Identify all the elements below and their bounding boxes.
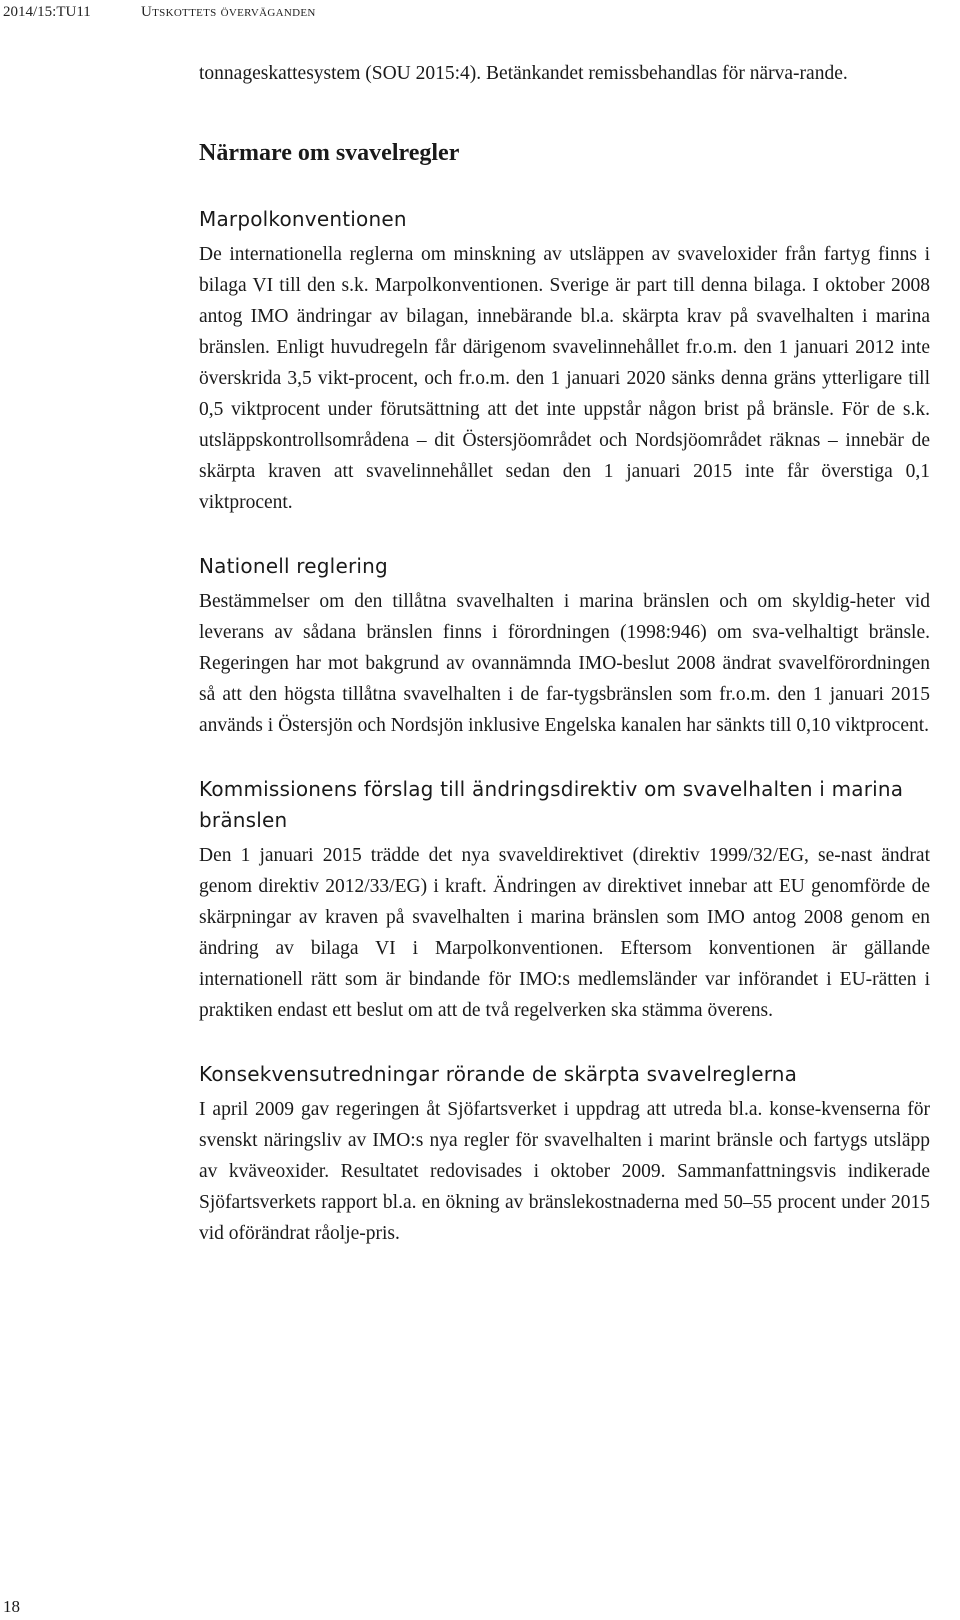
paragraph-kommissionens-forslag: Den 1 januari 2015 trädde det nya svaveldirektivet (direktiv 1999/32/EG, se-nast ändrat genom direktiv 2012/33/EG) i kraft. Ändringen av direktivet innebar att EU genomförde de skärpningar av kraven på svavelhalten i marina bränslen som IMO antog 2008 genom en ändring av bilaga VI i Marpolkonventionen. Eftersom konventionen är gällande internationell rätt som är bindande för IMO:s medlemsländer var införandet i EU-rätten i praktiken endast ett beslut om att de två regelverken ska stämma överens. xyxy=(199,845,930,1021)
heading-marpolkonventionen: Marpolkonventionen xyxy=(199,207,407,231)
heading-kommissionens-forslag: Kommissionens förslag till ändringsdirektiv om svavelhalten i marina bränslen xyxy=(199,777,904,832)
page-number: 18 xyxy=(3,1597,20,1616)
section-title: Närmare om svavelregler xyxy=(199,140,460,166)
intro-paragraph: tonnageskattesystem (SOU 2015:4). Betänkandet remissbehandlas för närva-rande. xyxy=(199,63,848,84)
page-content xyxy=(199,58,930,1249)
running-header xyxy=(0,0,960,20)
header-title: Utskottets överväganden xyxy=(141,4,316,20)
heading-konsekvensutredningar: Konsekvensutredningar rörande de skärpta svavelreglerna xyxy=(199,1062,798,1086)
document-code: 2014/15:TU11 xyxy=(3,4,91,20)
paragraph-marpolkonventionen: De internationella reglerna om minskning av utsläppen av svaveloxider från fartyg finns i bilaga VI till den s.k. Marpolkonventionen. Sverige är part till denna bilaga. I oktober 2008 antog IMO ändringar av bilagan, innebärande bl.a. skärpta krav på svavelhalten i marina bränslen. Enligt huvudregeln får därigenom svavelinnehållet fr.o.m. den 1 januari 2012 inte överskrida 3,5 vikt-procent, och fr.o.m. den 1 januari 2020 sänks denna gräns ytterligare till 0,5 viktprocent under förutsättning att det inte uppstår någon brist på bränsle. För de s.k. utsläppskontrollsområdena – dit Östersjöområdet och Nordsjöområdet räknas – innebär de skärpta kraven att svavelinnehållet sedan den 1 januari 2015 inte får överstiga 0,1 viktprocent. xyxy=(199,244,930,513)
paragraph-konsekvensutredningar: I april 2009 gav regeringen åt Sjöfartsverket i uppdrag att utreda bl.a. konse-kvenserna för svenskt näringsliv av IMO:s nya regler för svavelhalten i marint bränsle och fartygs utsläpp av kväveoxider. Resultatet redovisades i oktober 2009. Sammanfattningsvis indikerade Sjöfartsverkets rapport bl.a. en ökning av bränslekostnaderna med 50–55 procent under 2015 vid oförändrat råolje-pris. xyxy=(199,1099,930,1244)
heading-nationell-reglering: Nationell reglering xyxy=(199,554,388,578)
paragraph-nationell-reglering: Bestämmelser om den tillåtna svavelhalten i marina bränslen och om skyldig-heter vid leverans av sådana bränslen finns i förordningen (1998:946) om sva-velhaltigt bränsle. Regeringen har mot bakgrund av ovannämnda IMO-beslut 2008 ändrat svavelförordningen så att den högsta tillåtna svavelhalten i de far-tygsbränslen som fr.o.m. den 1 januari 2015 används i Östersjön och Nordsjön inklusive Engelska kanalen har sänkts till 0,10 viktprocent. xyxy=(199,591,930,736)
